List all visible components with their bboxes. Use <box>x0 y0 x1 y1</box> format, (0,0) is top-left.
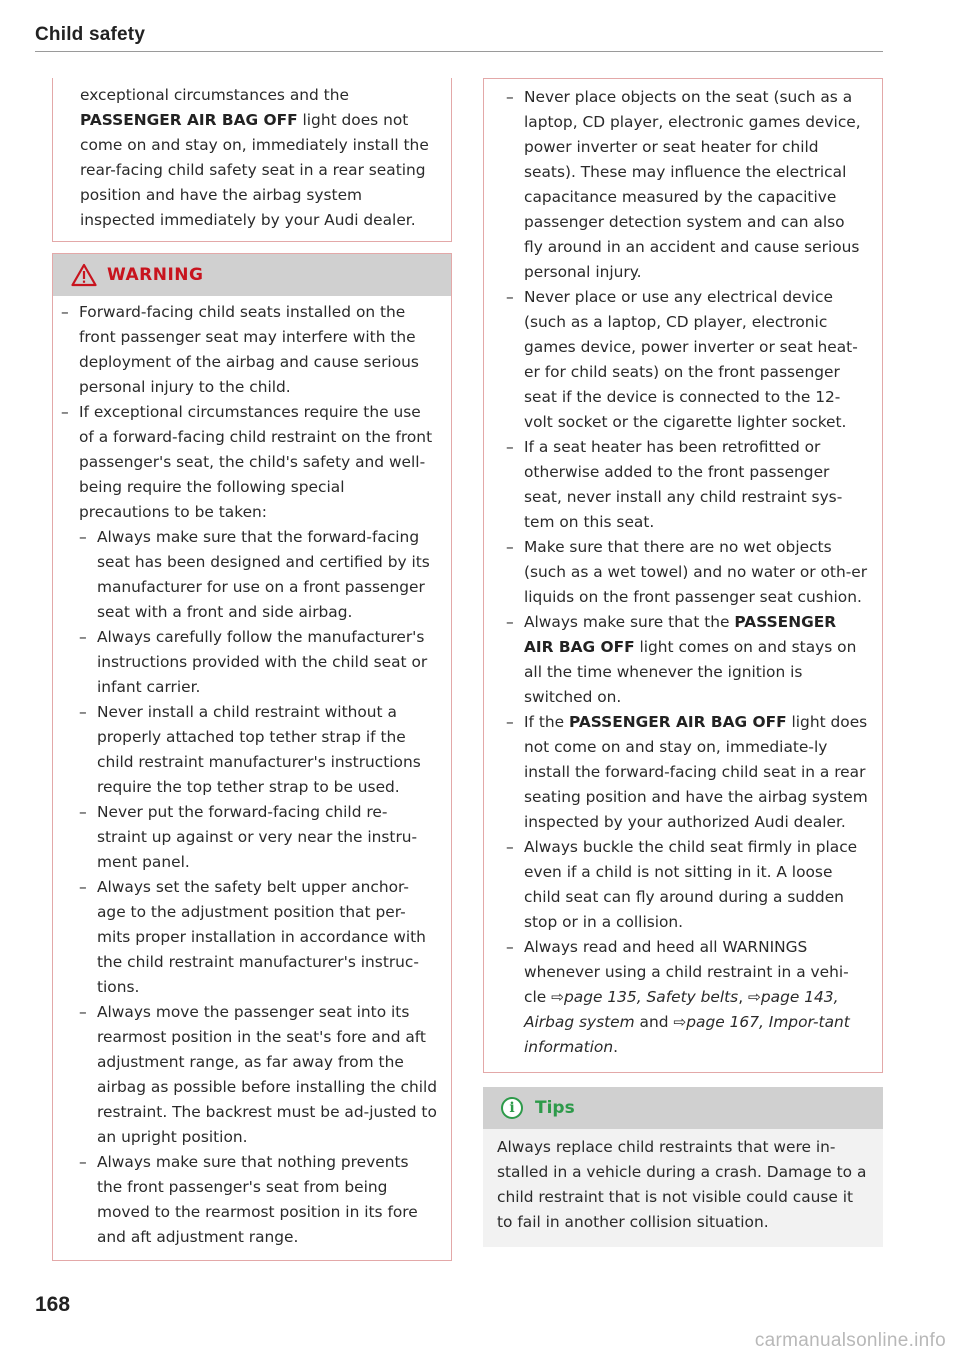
item-text-post: light comes on and stays on all the time whenever the ignition is switched on. <box>524 638 857 706</box>
warning-subitem: – Always carefully follow the manufacturer's instructions provided with the child seat or infant carrier. <box>79 625 437 700</box>
warning-box <box>52 253 452 1261</box>
page-reference-link[interactable]: ⇨page 135, Safety belts <box>551 988 739 1006</box>
continued-text-bold: PASSENGER AIR BAG OFF <box>80 111 298 129</box>
warning-subitem: – Always set the safety belt upper anchor-age to the adjustment position that per-mits proper installation in accordance with the child restraint manufacturer's instruc-tions. <box>79 875 437 1000</box>
item-text-bold: PASSENGER AIR BAG OFF <box>569 713 787 731</box>
warning-item: – Forward-facing child seats installed on the front passenger seat may interfere with the deployment of the airbag and cause serious personal injury to the child. <box>61 300 437 400</box>
continued-warning-box <box>52 78 452 242</box>
warning-item <box>506 710 868 835</box>
continued-text-post: light does not come on and stay on, immediately install the rear-facing child safety seat in a rear seating position and have the airbag system inspected immediately by your Audi dealer. <box>80 111 429 229</box>
warning-item-text: If exceptional circumstances require the use of a forward-facing child restraint on the front passenger's seat, the child's safety and well-being require the following special precautions to be taken: <box>79 403 433 521</box>
warning-subitem: – Always move the passenger seat into its rearmost position in the seat's fore and aft adjustment range, as far away from the airbag as possible before installing the child restraint. The backrest must be ad-justed to an upright position. <box>79 1000 437 1150</box>
warning-subitem: – Never install a child restraint without a properly attached top tether strap if the child restraint manufacturer's instructions require the top tether strap to be used. <box>79 700 437 800</box>
continued-text-pre: exceptional circumstances and the <box>80 86 349 104</box>
warning-item: – Never place objects on the seat (such as a laptop, CD player, electronic games device, power inverter or seat heater for child seats). These may influence the electrical capacitance measured by the capacitive passenger detection system and can also fly around in an accident and cause serious personal injury. <box>506 85 868 285</box>
item-text-pre: Always read and heed all WARNINGS whenever using a child restraint in a vehi-cle <box>524 938 849 1006</box>
warning-item: – If a seat heater has been retrofitted or otherwise added to the front passenger seat, never install any child restraint sys-tem on this seat. <box>506 435 868 535</box>
left-column <box>52 78 452 1261</box>
warning-item: – Never place or use any electrical device (such as a laptop, CD player, electronic games device, power inverter or seat heat-er for child seats) on the front passenger seat if the device is connected to the 12-volt socket or the cigarette lighter socket. <box>506 285 868 435</box>
warning-item <box>506 935 868 1060</box>
page-reference-link[interactable]: ⇨page 143, Airbag system <box>524 988 839 1031</box>
item-text-post: . <box>613 1038 619 1056</box>
section-title: Child safety <box>35 24 146 45</box>
warning-header <box>53 254 451 296</box>
warning-subitem: – Never put the forward-facing child re-straint up against or very near the instru-ment panel. <box>79 800 437 875</box>
tips-box <box>483 1087 883 1247</box>
page-number: 168 <box>35 1293 71 1316</box>
item-text-bold: PASSENGER AIR BAG OFF <box>524 613 837 656</box>
warning-title: WARNING <box>107 264 204 285</box>
item-text-sep: , <box>738 988 748 1006</box>
warning-item: – Always buckle the child seat firmly in place even if a child is not sitting in it. A loose child seat can fly around during a sudden stop or in a collision. <box>506 835 868 935</box>
warning-item <box>506 610 868 710</box>
right-column <box>483 78 883 1247</box>
header-divider <box>35 51 883 52</box>
warning-triangle-icon <box>71 263 97 287</box>
warning-item <box>61 400 437 1250</box>
tips-header <box>483 1087 883 1129</box>
warning-sublist <box>61 525 437 1250</box>
warning-list <box>61 300 437 1250</box>
info-icon: i <box>501 1097 523 1119</box>
warning-subitem: – Always make sure that the forward-facing seat has been designed and certified by its manufacturer for use on a front passenger seat with a front and side airbag. <box>79 525 437 625</box>
tips-body: Always replace child restraints that were in-stalled in a vehicle during a crash. Damage to a child restraint that is not visible could cause it to fail in another collision situation. <box>497 1138 867 1231</box>
warning-continued-box <box>483 78 883 1073</box>
item-text-post: light does not come on and stay on, immediate-ly install the forward-facing child seat in a rear seating position and have the airbag system inspected by your authorized Audi dealer. <box>524 713 868 831</box>
item-text-pre: If the <box>524 713 569 731</box>
item-text-sep: and <box>634 1013 674 1031</box>
warning-continued-list <box>506 85 868 1060</box>
warning-body <box>53 296 451 1260</box>
warning-subitem: – Always make sure that nothing prevents the front passenger's seat from being moved to the rearmost position in its fore and aft adjustment range. <box>79 1150 437 1250</box>
warning-item: – Make sure that there are no wet objects (such as a wet towel) and no water or oth-er liquids on the front passenger seat cushion. <box>506 535 868 610</box>
item-text-pre: Always make sure that the <box>524 613 735 631</box>
tips-title: Tips <box>535 1097 575 1118</box>
watermark: carmanualsonline.info <box>754 1330 946 1351</box>
page-reference-link[interactable]: ⇨page 167, Impor-tant information <box>524 1013 850 1056</box>
